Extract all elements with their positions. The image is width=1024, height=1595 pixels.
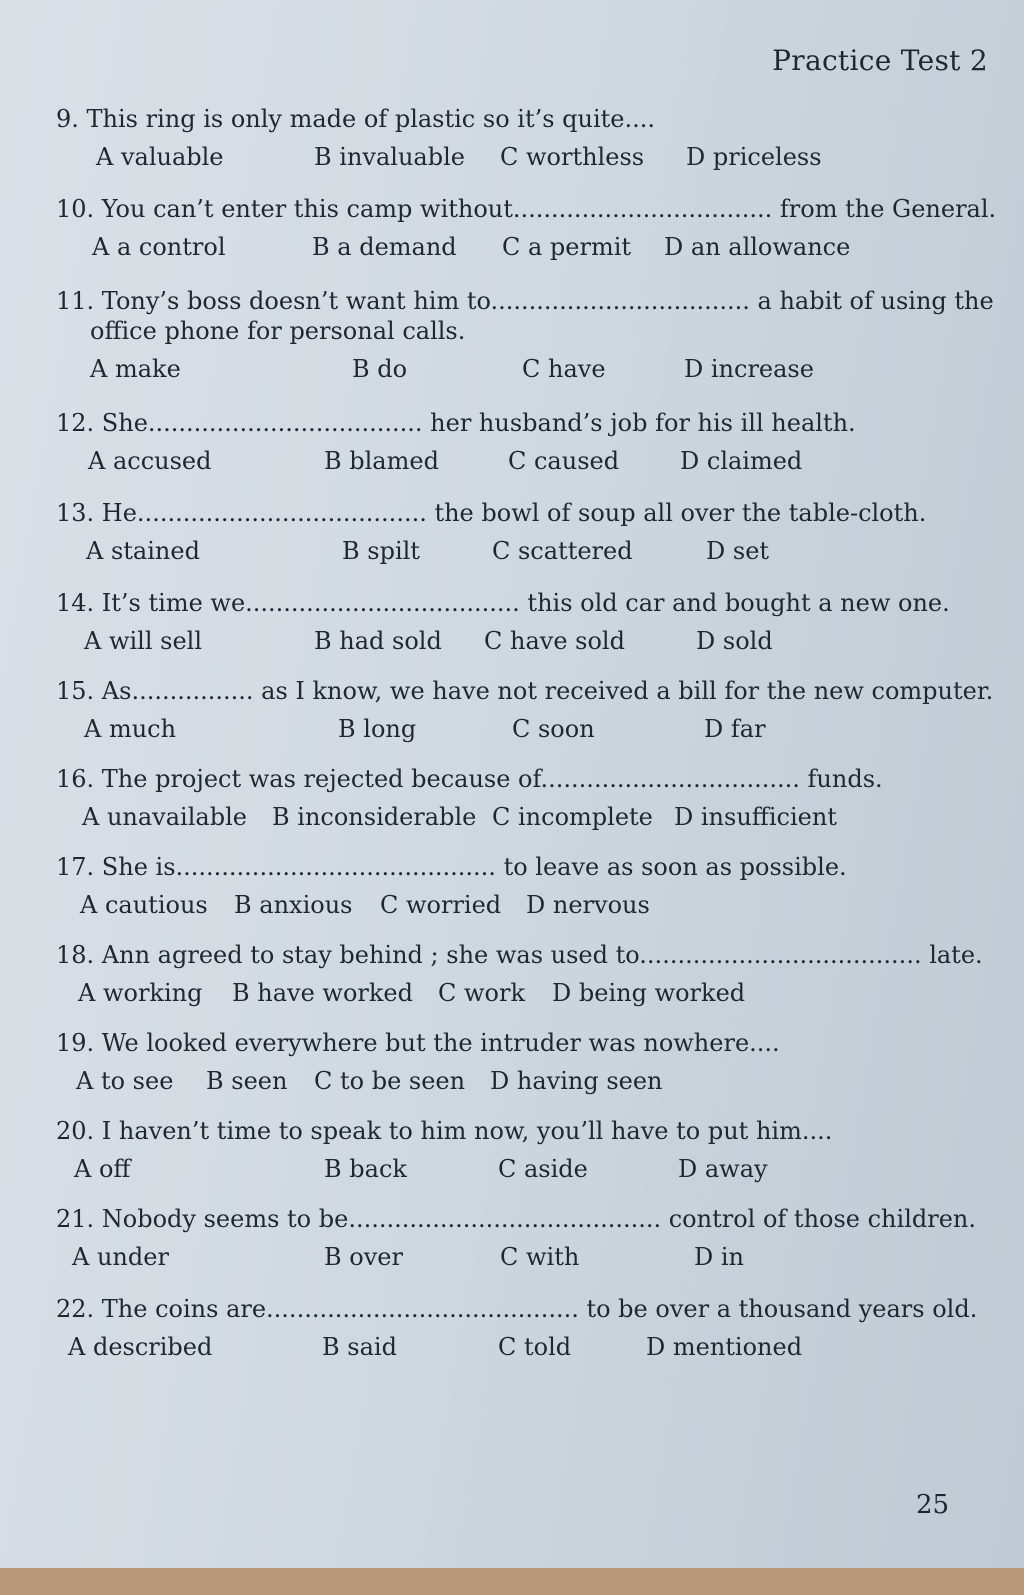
option-b[interactable]: B inconsiderable [272,803,477,831]
option-c[interactable]: C have sold [484,627,625,655]
question-stem: 13. He...................................... the bowl of soup all over the table-cloth. [56,499,927,527]
option-a[interactable]: A off [74,1155,131,1183]
question-13 [56,498,986,566]
question-stem: 22. The coins are......................................... to be over a thousand years old. [56,1295,978,1323]
option-a[interactable]: A stained [86,537,200,565]
answer-options [56,1242,986,1272]
option-c[interactable]: C a permit [502,233,632,261]
option-d[interactable]: D far [704,715,766,743]
option-a[interactable]: A described [68,1333,213,1361]
option-a[interactable]: A accused [88,447,212,475]
option-c[interactable]: C caused [508,447,620,475]
question-stem: 19. We looked everywhere but the intruder was nowhere.... [56,1029,780,1057]
question-15 [56,676,994,744]
answer-options [56,890,986,920]
option-c[interactable]: C aside [498,1155,588,1183]
answer-options [56,978,986,1008]
option-d[interactable]: D being worked [552,979,746,1007]
option-a[interactable]: A under [72,1243,169,1271]
question-stem: 15. As................ as I know, we have not received a bill for the new computer. [56,677,994,705]
answer-options [56,446,986,476]
option-a[interactable]: A will sell [84,627,203,655]
option-b[interactable]: B said [322,1333,397,1361]
answer-options [56,536,986,566]
option-b[interactable]: B long [338,715,417,743]
option-b[interactable]: B invaluable [314,143,465,171]
option-b[interactable]: B have worked [232,979,413,1007]
answer-options [56,1154,986,1184]
option-b[interactable]: B had sold [314,627,442,655]
answer-options [56,1332,986,1362]
option-b[interactable]: B do [352,355,408,383]
question-20 [56,1116,986,1184]
answer-options [56,1066,986,1096]
question-stem: 12. She.................................... her husband’s job for his ill health. [56,409,856,437]
option-d[interactable]: D having seen [490,1067,663,1095]
option-c[interactable]: C soon [512,715,595,743]
answer-options [56,714,986,744]
question-18 [56,940,986,1008]
question-22 [56,1294,986,1362]
question-9 [56,104,986,172]
option-d[interactable]: D nervous [526,891,650,919]
option-c[interactable]: C incomplete [492,803,653,831]
question-stem: 20. I haven’t time to speak to him now, you’ll have to put him.... [56,1117,833,1145]
option-d[interactable]: D set [706,537,770,565]
option-c[interactable]: C told [498,1333,572,1361]
question-stem: 14. It’s time we.................................... this old car and bought a new one. [56,589,950,617]
option-a[interactable]: A to see [76,1067,174,1095]
option-a[interactable]: A make [90,355,181,383]
answer-options [56,626,986,656]
question-17 [56,852,986,920]
option-d[interactable]: D away [678,1155,768,1183]
option-a[interactable]: A a control [92,233,226,261]
option-d[interactable]: D claimed [680,447,803,475]
page-number: 25 [916,1490,950,1520]
option-b[interactable]: B back [324,1155,407,1183]
option-d[interactable]: D in [694,1243,745,1271]
question-stem-continued: office phone for personal calls. [90,317,466,345]
option-b[interactable]: B blamed [324,447,439,475]
option-c[interactable]: C scattered [492,537,633,565]
option-d[interactable]: D sold [696,627,773,655]
question-stem: 10. You can’t enter this camp without.................................. from the General. [56,195,997,223]
question-stem: 16. The project was rejected because of.................................. funds. [56,765,883,793]
question-19 [56,1028,986,1096]
option-b[interactable]: B a demand [312,233,457,261]
question-stem: 9. This ring is only made of plastic so it’s quite.... [56,105,656,133]
option-c[interactable]: C with [500,1243,580,1271]
question-14 [56,588,986,656]
option-c[interactable]: C worthless [500,143,645,171]
page-header-title: Practice Test 2 [772,44,988,77]
question-12 [56,408,986,476]
option-a[interactable]: A cautious [80,891,208,919]
question-stem: 21. Nobody seems to be......................................... control of those children. [56,1205,976,1233]
answer-options [56,354,986,384]
option-a[interactable]: A much [84,715,177,743]
question-11 [56,286,994,384]
option-c[interactable]: C work [438,979,525,1007]
option-b[interactable]: B spilt [342,537,420,565]
option-c[interactable]: C to be seen [314,1067,466,1095]
option-a[interactable]: A unavailable [82,803,247,831]
option-d[interactable]: D increase [684,355,814,383]
question-stem: 18. Ann agreed to stay behind ; she was used to..................................... late. [56,941,983,969]
question-21 [56,1204,986,1272]
question-10 [56,194,997,262]
option-b[interactable]: B over [324,1243,403,1271]
option-d[interactable]: D priceless [686,143,822,171]
option-b[interactable]: B seen [206,1067,288,1095]
option-b[interactable]: B anxious [234,891,353,919]
option-a[interactable]: A working [78,979,203,1007]
question-stem: 17. She is.......................................... to leave as soon as possible. [56,853,847,881]
answer-options [56,142,986,172]
option-d[interactable]: D insufficient [674,803,837,831]
option-c[interactable]: C worried [380,891,502,919]
question-16 [56,764,986,832]
option-d[interactable]: D an allowance [664,233,851,261]
option-a[interactable]: A valuable [96,143,224,171]
answer-options [56,802,986,832]
option-c[interactable]: C have [522,355,606,383]
answer-options [56,232,986,262]
desk-surface [0,1568,1024,1595]
question-stem: 11. Tony’s boss doesn’t want him to.................................. a habit of using the [56,287,994,315]
option-d[interactable]: D mentioned [646,1333,803,1361]
